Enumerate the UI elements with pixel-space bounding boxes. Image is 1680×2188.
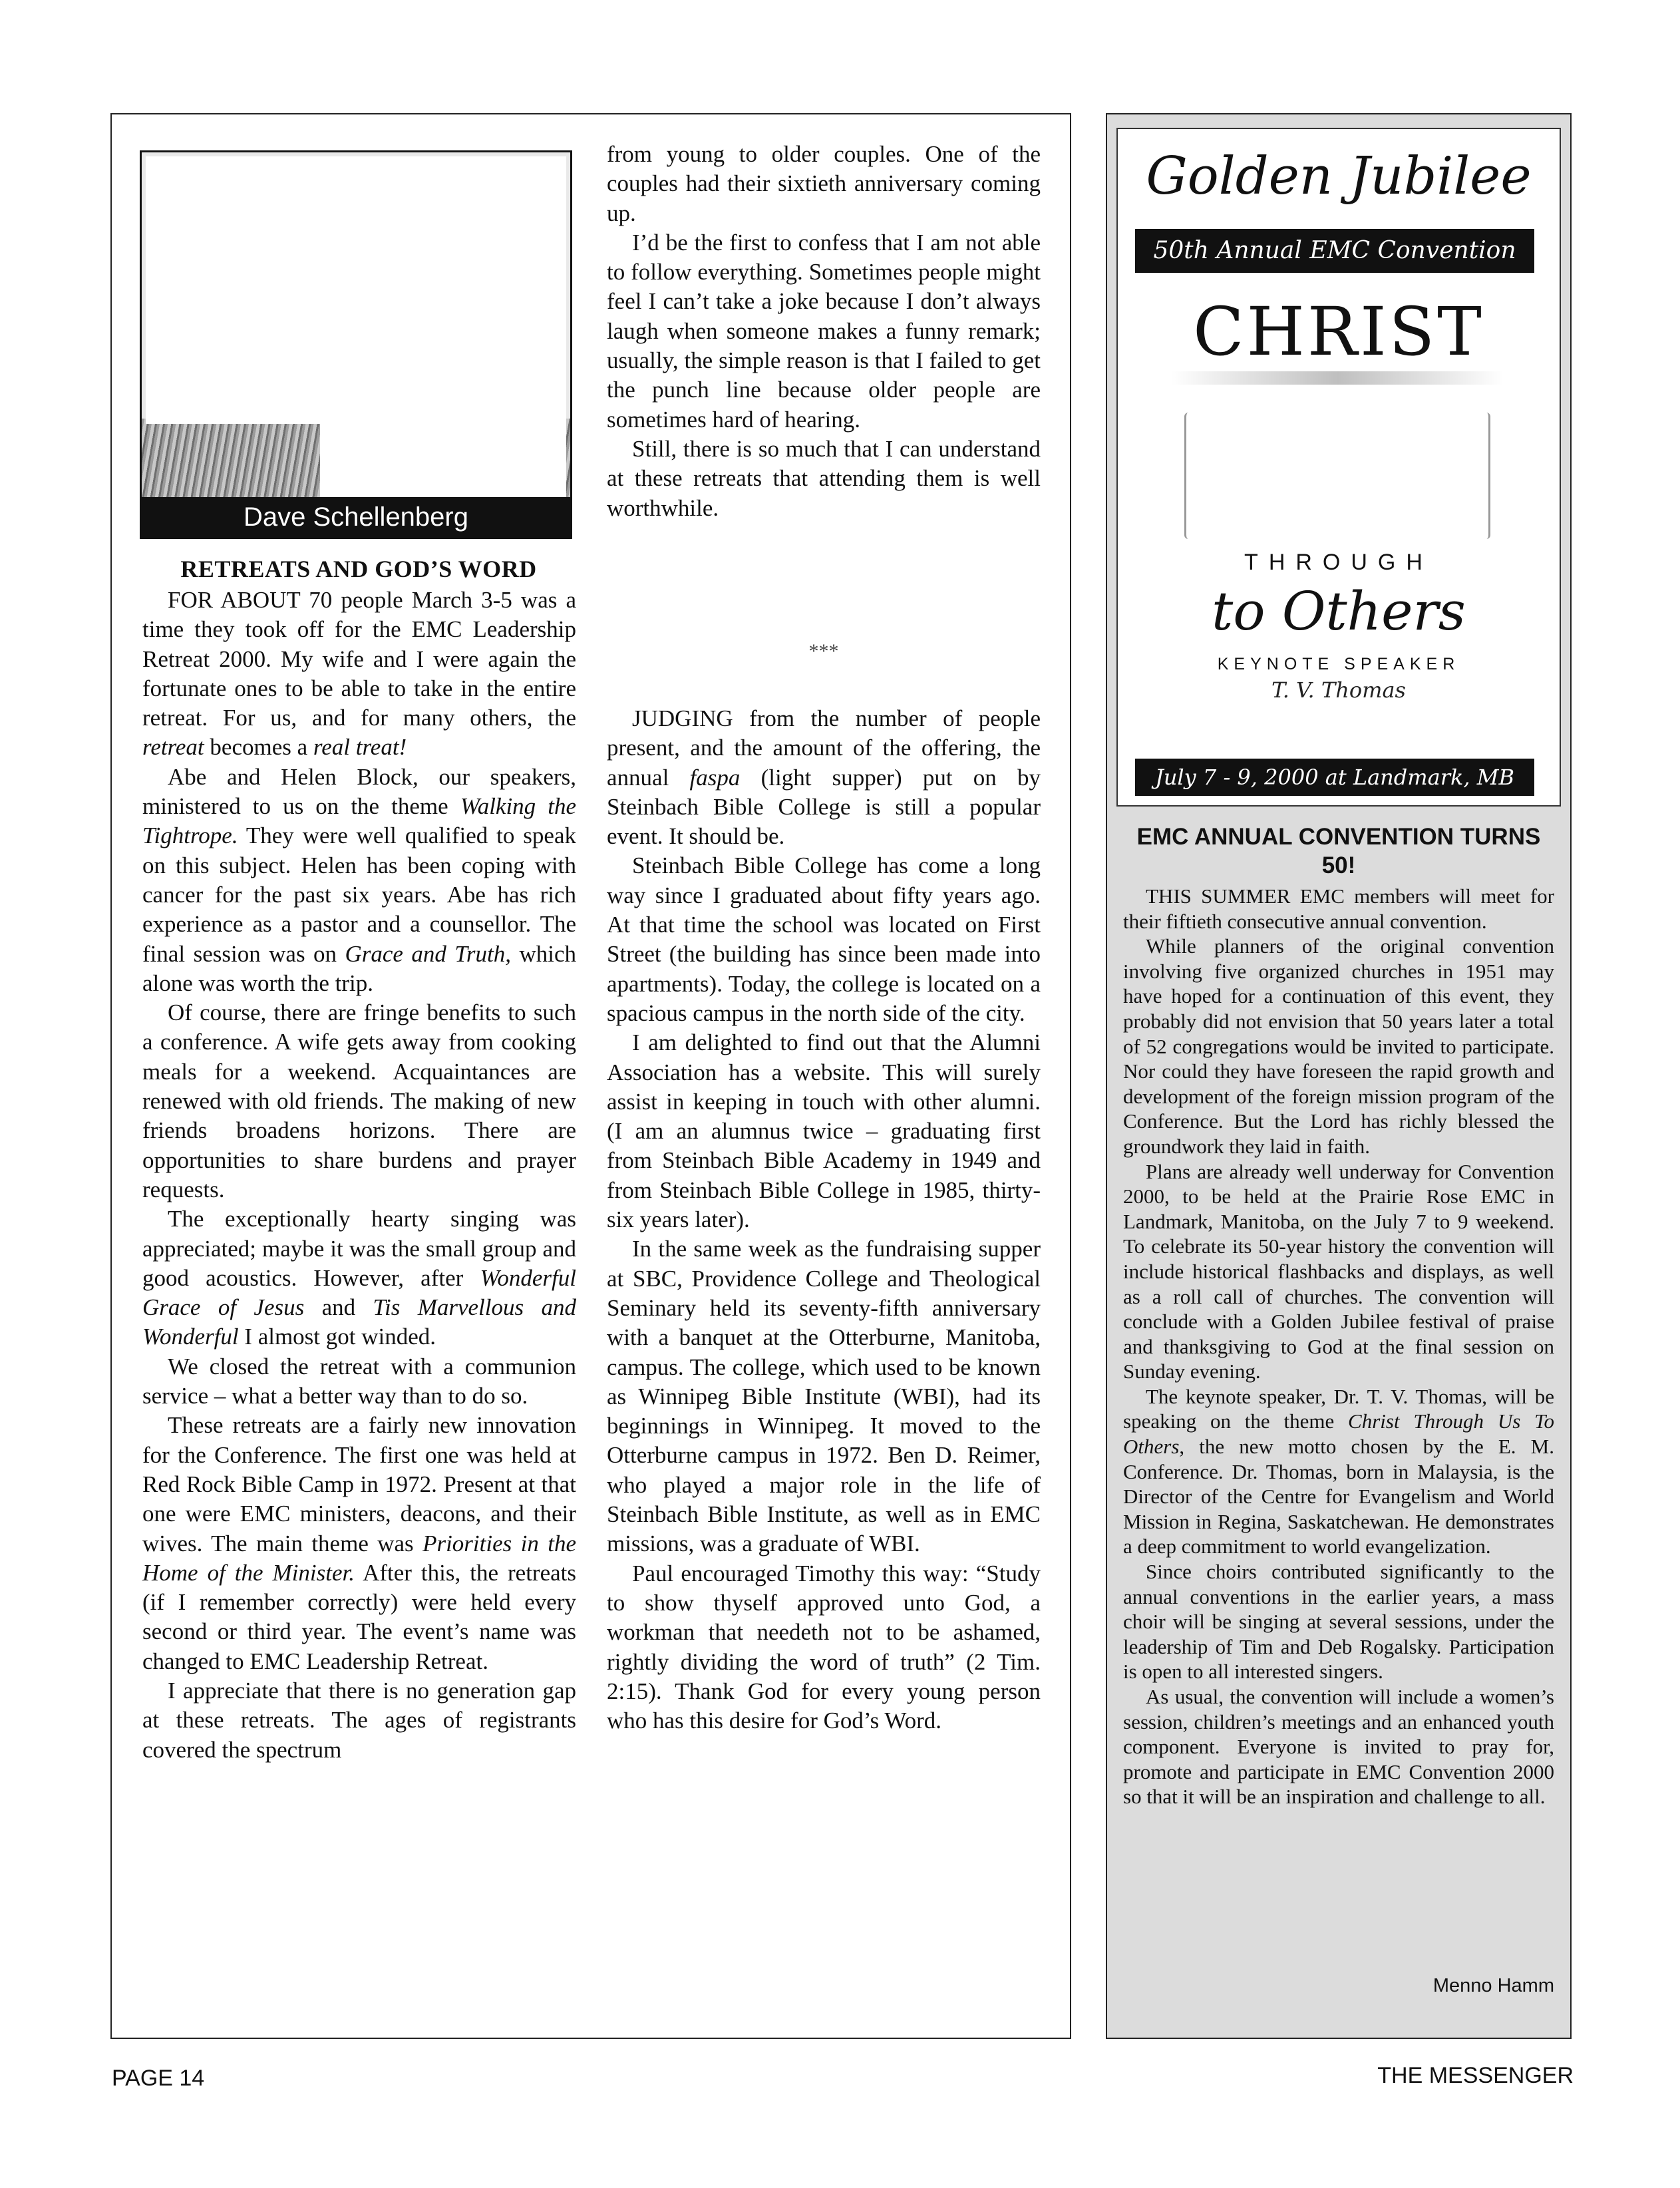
ad-others-text: to Others (1212, 580, 1466, 642)
ad-speaker-name: T. V. Thomas (1271, 677, 1406, 703)
paragraph: Steinbach Bible College has come a long way since I graduated about fifty years ago. At that time the school was located on First Street (the building has since been made into apartments). Today, the college is located on a spacious campus in the north side of the city. (607, 852, 1041, 1026)
paragraph: Abe and Helen Block, our speakers, ministered to us on the theme Walking the Tightrope. They were well qualified to speak on this subject. Helen has been coping with cancer for the past six years. Abe has rich experience as a pastor and a counsellor. The final session was on Grace and Truth, which alone was worth the trip. (142, 763, 576, 996)
ad-date-banner: July 7 - 9, 2000 at Landmark, MB (1135, 759, 1534, 796)
page-number: PAGE 14 (112, 2066, 205, 2091)
paragraph: Of course, there are fringe benefits to such a conference. A wife gets away from cooking meals for a weekend. Acquaintances are renewed with old friends. The making of new friends broadens horizons. There are opportunities to share burdens and prayer requests. (142, 1000, 576, 1202)
sidebar-article (1123, 884, 1554, 1809)
ad-through-text: THROUGH (1244, 550, 1433, 575)
paragraph: In the same week as the fundraising supper at SBC, Providence College and Theological Seminary held its seventy-fifth anniversary with a banquet at the Otterburne, Manitoba, campus. The college, which used to be known as Winnipeg Bible Institute (WBI), had its beginnings in Winnipeg. It moved to the Otterburne campus in 1972. Ben D. Reimer, who played a major role in the life of Steinbach Bible Institute, as well as in EMC missions, was a graduate of WBI. (607, 1236, 1041, 1557)
paragraph: Plans are already well underway for Convention 2000, to be held at the Prairie Rose EMC in Landmark, Manitoba, on the July 7 to 9 weekend. To celebrate its 50-year history the convention will include historical flashbacks and displays, as well as a roll call of churches. The convention will conclude with a Golden Jubilee festival of praise and thanksgiving to God at the final session on Sunday evening. (1123, 1159, 1554, 1383)
publication-name: THE MESSENGER (1377, 2063, 1574, 2088)
paragraph: As usual, the convention will include a women’s session, children’s meetings and an enhanced youth component. Everyone is invited to pray for, promote and participate in EMC Convention 2000 so that it will be an inspiration and challenge to all. (1123, 1685, 1554, 1809)
paragraph: THIS SUMMER EMC members will meet for their fiftieth consecutive annual convention. (1123, 884, 1554, 933)
sidebar-headline: EMC ANNUAL CONVENTION TURNS 50! (1136, 824, 1541, 878)
paragraph: I appreciate that there is no generation gap at these retreats. The ages of registrants covered the spectrum (142, 1677, 576, 1763)
photo-redacted-area-lower (320, 419, 566, 498)
sidebar-signature: Menno Hamm (1432, 1975, 1554, 1996)
ad-title: Golden Jubilee (1146, 146, 1532, 206)
ad-headline: CHRIST (1193, 293, 1484, 371)
paragraph: Paul encouraged Timothy this way: “Study to show thyself approved unto God, a workman that needeth not to be ashamed, rightly dividing the word of truth” (2 Tim. 2:15). Thank God for every young person who has this desire for God’s Word. (607, 1560, 1041, 1734)
paragraph: While planners of the original convention involving five organized churches in 1951 may have hoped for a continuation of this event, they probably did not envision that 50 years later a total of 52 congregations would be invited to participate. Nor could they have foreseen the rapid growth and development of the foreign mission program of the Conference. But the Lord has richly blessed the groundwork they laid in faith. (1123, 934, 1554, 1158)
article-headline: RETREATS AND GOD’S WORD (180, 556, 537, 582)
paragraph: Since choirs contributed significantly to the annual conventions in the earlier years, a mass choir will be singing at several sessions, under the leadership of Tim and Deb Rogalsky. Participation is open to all interested singers. (1123, 1560, 1554, 1684)
paragraph: I’d be the first to confess that I am not able to follow everything. Sometimes people might feel I can’t take a joke because I don’t always laugh when someone makes a funny remark; usually, the simple reason is that I failed to get the punch line because older people are sometimes hard of hearing. (607, 229, 1041, 433)
paragraph: These retreats are a fairly new innovation for the Conference. The first one was held at Red Rock Bible Camp in 1972. Present at that one were EMC ministers, deacons, and their wives. The main theme was Priorities in the Home of the Minister. After this, the retreats (if I remember correctly) were held every second or third year. The event’s name was changed to EMC Leadership Retreat. (142, 1412, 576, 1674)
paragraph: We closed the retreat with a communion service – what a better way than to do so. (142, 1353, 576, 1409)
author-photo (140, 150, 572, 539)
ad-banner: 50th Annual EMC Convention (1135, 229, 1534, 273)
paragraph: The exceptionally hearty singing was appreciated; maybe it was the small group and good acoustics. However, after Wonderful Grace of Jesus and Tis Marvellous and Wonderful I almost got winded. (142, 1206, 576, 1350)
paragraph: The keynote speaker, Dr. T. V. Thomas, will be speaking on the theme Christ Through Us To Others, the new motto chosen by the E. M. Conference. Dr. Thomas, born in Malaysia, is the Director of the Centre for Evangelism and World Mission in Regina, Saskatchewan. He demonstrates a deep commitment to world evangelization. (1123, 1384, 1555, 1558)
ad-image-area (1184, 413, 1490, 539)
paragraph: JUDGING from the number of people present, and the amount of the offering, the annual faspa (light supper) put on by Steinbach Bible College is still a popular event. It should be. (607, 705, 1041, 850)
ad-keynote-label: KEYNOTE SPEAKER (1217, 655, 1460, 673)
article-column-2-top (607, 140, 1041, 523)
section-divider: *** (808, 640, 839, 662)
article-column-1 (142, 586, 576, 1765)
article-column-2-bottom (607, 704, 1041, 1735)
photo-redacted-area (146, 156, 566, 424)
photo-caption: Dave Schellenberg (142, 497, 570, 537)
paragraph: Still, there is so much that I can understand at these retreats that attending them is well worthwhile. (607, 435, 1041, 521)
ad-decoration (1171, 371, 1504, 385)
paragraph: I am delighted to find out that the Alumni Association has a website. This will surely assist in keeping in touch with other alumni. (I am an alumnus twice – graduating first from Steinbach Bible Academy in 1949 and from Steinbach Bible College in 1985, thirty-six years later). (607, 1029, 1041, 1233)
paragraph: FOR ABOUT 70 people March 3-5 was a time they took off for the EMC Leadership Retreat 2000. My wife and I were again the fortunate ones to be able to take in the entire retreat. For us, and for many others, the retreat becomes a real treat! (142, 587, 576, 761)
paragraph: from young to older couples. One of the couples had their sixtieth anniversary coming up. (607, 141, 1041, 226)
